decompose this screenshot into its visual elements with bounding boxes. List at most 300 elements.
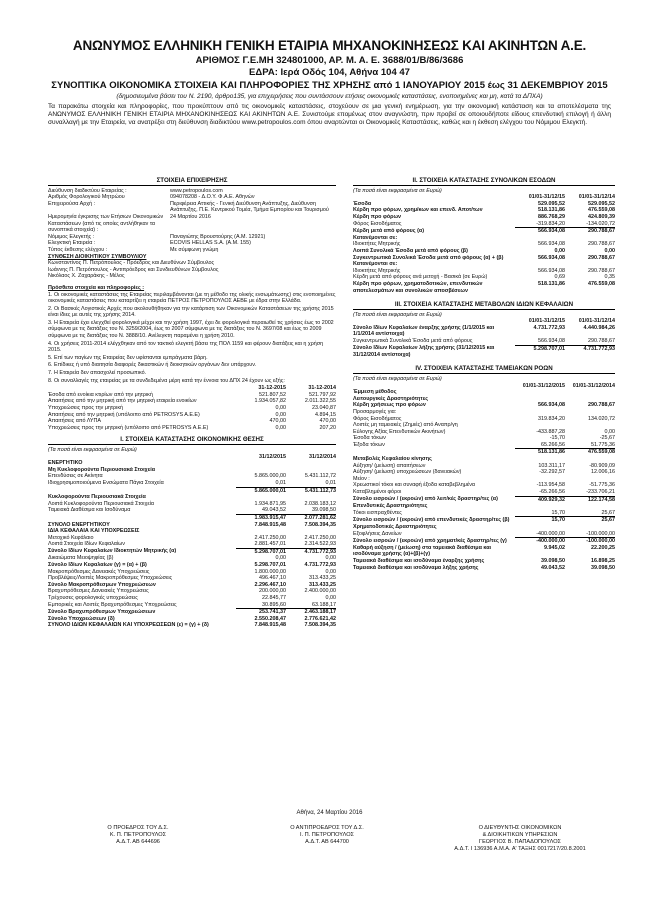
row-label: Μη Κυκλοφορούντα Περιουσιακά Στοιχεία (48, 466, 156, 473)
value-current: 2.417.250,00 (254, 534, 286, 541)
value-previous (565, 235, 615, 242)
value-previous: 0,00 (325, 568, 336, 575)
company-info-value: www.petropoulos.com (170, 187, 223, 194)
value-current: 0,69 (554, 274, 565, 281)
company-info-row (48, 194, 336, 201)
value-previous: 290.788,67 (565, 338, 615, 345)
cashflow-row (353, 396, 615, 403)
table-header-row (353, 383, 615, 390)
value-previous: 2.417.250,00 (304, 534, 336, 541)
row-label: Απαιτήσεις από την μητρική (υπόλοιπο από PETROSYS A.E.E) (48, 411, 200, 418)
value-current: 0,00 (275, 411, 286, 418)
column-header: 31/12/2015 (259, 453, 286, 460)
value-previous (565, 422, 615, 429)
balance-row (48, 595, 336, 602)
value-previous: 4.731.772,93 (583, 345, 615, 352)
cashflow-row (353, 449, 615, 456)
signature-line: Κ. Π. ΠΕΤΡΟΠΟΥΛΟΣ (109, 832, 167, 838)
signature-finance-director (420, 825, 620, 853)
cashflow-row (353, 510, 615, 517)
row-label: ΣΥΝΟΛΟ ΙΔΙΩΝ ΚΕΦΑΛΑΙΩΝ ΚΑΙ ΥΠΟΧΡΕΩΣΕΩΝ (ε) = (γ) + (δ) (48, 622, 209, 629)
balance-row (48, 602, 336, 609)
row-label: Ταμειακά Διαθέσιμα και Ισοδύναμα (48, 507, 131, 514)
value-previous: 529.095,52 (588, 200, 615, 207)
board-member: Νικόλαος Χ. Ζαχαράκης - Μέλος (48, 273, 125, 280)
value-current (515, 261, 565, 268)
board-heading: ΣΥΝΘΕΣΗ ΔΙΟΙΚΗΤΙΚΟΥ ΣΥΜΒΟΥΛΙΟΥ (48, 253, 147, 260)
value-previous: 470,00 (319, 418, 336, 425)
value-previous: 39.098,50 (286, 507, 336, 514)
header-label-cell (353, 383, 515, 390)
cashflow-row (353, 389, 615, 396)
value-current: -113.954,58 (536, 482, 565, 489)
signature-line: ΓΕΩΡΓΙΟΣ Β. ΠΑΠΑΔΟΠΟΥΛΟΣ (478, 839, 562, 845)
row-label: Κατανέμονται σε: (353, 261, 398, 268)
company-info-row (48, 201, 336, 214)
note-item: 3. Η Εταιρεία έχει ελεγχθεί φορολογικά μέχρι και την χρήση 1997, έχει δε φορολογικά περαιωθεί τις χρήσεις έως το 2002 σύμφωνα με τις διατάξεις του Ν. 3259/2004, έως το 2007 σύμφωνα με τις διατάξεις του Ν. 3697/08 και έως το 2009 σύμφωνα με τις διατάξεις του Ν. 3888/10. Ανέλεγκτη παραμένει η χρήση 2010. (48, 319, 334, 340)
row-label: Κέρδη μετά από φόρους ανά μετοχή - Βασικά (σε Ευρώ) (353, 274, 488, 281)
value-previous: 424.809,39 (588, 213, 615, 220)
balance-row (48, 514, 336, 521)
table-header-row (353, 194, 615, 201)
row-label: Έξοδα τόκων (353, 441, 385, 448)
value-current: 496.467,10 (259, 575, 286, 582)
row-label: Κέρδη μετά από φόρους (α) (353, 227, 424, 234)
value-current: -400.000,00 (515, 531, 565, 538)
row-label: Εύλογης Αξίας Επενδυτικών Ακινήτων) (353, 428, 446, 435)
value-previous: 39.098,50 (591, 564, 615, 571)
row-label: Σύνολο Υποχρεώσεων (δ) (48, 615, 115, 622)
value-current: 0,01 (236, 480, 286, 487)
row-label: Εξοφλήσεις Δανείων (353, 530, 402, 537)
value-current (515, 389, 565, 396)
value-previous: 2.776.621,42 (304, 615, 336, 622)
row-label: Χρηματοδοτικές Δραστηριότητες (353, 524, 437, 530)
row-label: Σύνολο Βραχυπρόθεσμων Υποχρεώσεων (48, 608, 156, 615)
column-header: 01/01-31/12/15 (528, 318, 565, 325)
row-label: Χρεωστικοί τόκοι και συναφή έξοδα καταβεβλημένα (353, 482, 476, 489)
notes-list (48, 292, 336, 385)
value-current: 518.131,86 (538, 207, 565, 214)
income-row (353, 228, 615, 235)
note-item: 5. Επί των παγίων της Εταιρείας δεν υφίστανται εμπράγματα βάρη. (48, 354, 208, 361)
row-label: Κέρδη προ φόρων, χρημ/κων και επενδ. Αποτ/των (353, 207, 483, 214)
value-previous: 2.011.322,55 (304, 398, 336, 405)
value-current: 49.043,52 (236, 507, 286, 514)
seat-line: ΕΔΡΑ: Ιερά Οδός 104, Αθήνα 104 47 (249, 67, 410, 78)
value-previous: 4.894,15 (315, 411, 336, 418)
signature-line: Α.Δ.Τ. ΑΒ 644700 (305, 839, 349, 845)
cashflow-row (353, 435, 615, 442)
note-item: 6. Επίδικες ή υπό διαιτησία διαφορές δικαστικών ή διοικητικών οργάνων δεν υπάρχουν. (48, 362, 257, 369)
balance-row (48, 460, 336, 467)
row-label: Έσοδα τόκων (353, 435, 386, 442)
value-current (515, 503, 565, 510)
value-previous: -100.000,00 (565, 531, 615, 538)
income-row (353, 248, 615, 255)
row-label: Σύνολο εισροών / (εκροών) από χρηματ/κές δραστηρ/τες (γ) (353, 537, 507, 544)
value-current (515, 409, 565, 416)
cashflow-table (353, 383, 615, 572)
value-previous (565, 389, 615, 396)
intro-paragraph: Τα παρακάτω στοιχεία και πληροφορίες, που προκύπτουν από τις οικονομικές καταστάσεις, στοχεύουν σε μια γενική ενημέρωση, για την οικονομική κατάσταση και τα αποτελέσματα της ΑΝΩΝΥΜΟΣ ΕΛΛΗΝΙΚΗ ΓΕΝΙΚΗ ΕΤΑΙΡΙΑ ΜΗΧΑΝΟΚΙΝΗΣΕΩΣ ΚΑΙ ΑΚΙΝΗΤΩΝ Α.Ε. Συνιστούμε επομένως στον αναγνώστη, πριν προβεί σε οποιουδήποτε είδους επενδυτική επιλογή ή άλλη συναλλαγή με την Εταιρεία, να ανατρέξει στη διεύθυνση διαδικτύου www.petropoulos.com όπου αναρτώνται οι Οικονομικές Καταστάσεις, καθώς και η έκθεση ελέγχου του Νόμιμου Ελεγκτή. (48, 103, 611, 126)
company-info-label: Ελεγκτική Εταιρεία : (48, 240, 96, 247)
income-row (353, 274, 615, 281)
value-current: 49.043,52 (541, 564, 565, 571)
value-current: 1.934.057,82 (254, 398, 286, 405)
income-row (353, 241, 615, 248)
value-previous (565, 503, 615, 510)
value-current: 2.550.208,47 (254, 615, 286, 622)
row-label: Λοιπές μη ταμειακές (Ζημιές) από Αναπρ/γη (353, 422, 458, 429)
value-previous: -51.775,36 (589, 482, 615, 489)
table-header-row (48, 385, 336, 392)
row-label: Σύνολο Ιδίων Κεφαλαίων Ιδιοκτητών Μητρικής (α) (48, 548, 177, 555)
company-info-value: Περιφέρεια Αττικής - Γενική Διεύθυνση Ανάπτυξης, Διεύθυνση Ανάπτυξης, Π.Ε. Κεντρικού Τομέα, Τμήμα Εμπορίου και Τουρισμού (170, 200, 329, 214)
cashflow-row (353, 489, 615, 496)
column-header: 01/01-31/12/2015 (522, 382, 565, 389)
cashflow-row (353, 429, 615, 436)
cashflow-row (353, 545, 615, 558)
cashflow-row (353, 524, 615, 531)
legal-note: (δημοσιευμένα βάσει του Ν. 2190, άρθρο135, για επιχειρήσεις που συντάσσουν ετήσιες οικονομικές καταστάσεις, ενοποιημένες και μη, κατά τα ΔΠΧΑ) (116, 93, 543, 100)
value-previous: -80.909,09 (589, 462, 615, 469)
balance-row (48, 548, 336, 555)
row-label: Μεταβολές Κεφαλαίου κίνησης (353, 456, 432, 463)
signature-line: Ο ΔΙΕΥΘΥΝΤΗΣ ΟΙΚΟΝΟΜΙΚΩΝ (478, 825, 562, 831)
row-label: Κατανέμονται σε: (353, 234, 398, 241)
row-label: Καταβλημένοι φόροι (353, 489, 402, 496)
value-previous: 5.431.112,73 (304, 487, 336, 494)
balance-row (48, 528, 336, 535)
value-previous: 521.797,92 (309, 391, 336, 398)
value-previous: 122.174,58 (588, 496, 615, 503)
company-info-row (48, 240, 336, 247)
income-unit-note: (Τα ποσά είναι εκφρασμένα σε Ευρώ) (353, 187, 442, 194)
cashflow-row (353, 456, 615, 463)
board-list (48, 260, 336, 280)
left-column (48, 178, 336, 629)
value-previous: 290.788,67 (588, 241, 615, 248)
value-current: 521.807,52 (259, 391, 286, 398)
row-label: Ιδιοκτήτες Μητρικής (353, 267, 401, 274)
row-label: Σύνολο Ιδίων Κεφαλαίων έναρξης χρήσης (1/1/2015 και 1/1/2014 αντίστοιχα) (353, 324, 495, 338)
value-current: 2.881.457,01 (236, 541, 286, 548)
table-header-row (48, 454, 336, 461)
value-previous: 0,00 (325, 595, 336, 602)
row-label: Έμμεση μέθοδος (353, 389, 397, 396)
table-header-row (353, 318, 615, 325)
column-header: 01/01-31/12/15 (528, 194, 565, 201)
value-previous: 63.188,17 (286, 602, 336, 609)
row-label: Έσοδα από ενοίκια κτιρίων από την μητρική (48, 391, 153, 398)
company-info-label: Επιχειρούσα Αρχή : (48, 200, 96, 207)
value-current: 30.895,60 (236, 602, 286, 609)
value-current: 7.848.915,48 (254, 622, 286, 629)
value-current: 0,00 (275, 424, 286, 431)
row-label: Τρέχουσες φορολογικές υποχρεώσεις (48, 595, 138, 602)
value-previous: 0,00 (604, 428, 615, 435)
cashflow-row (353, 442, 615, 449)
equity-unit-note: (Τα ποσά είναι εκφρασμένα σε Ευρώ) (353, 311, 442, 318)
signature-line: Ι. Π. ΠΕΤΡΟΠΟΥΛΟΣ (299, 832, 355, 838)
value-previous: 290.788,67 (588, 228, 615, 235)
value-current: 566.934,08 (538, 228, 565, 235)
row-label: Απαιτήσεις από ΛΥΠΑ (48, 418, 102, 425)
row-label: Προβλέψεις/Λοιπές Μακροπρόθεσμες Υποχρεώσεις (48, 575, 173, 582)
company-info-label: Νόμιμος Ελεγκτής : (48, 233, 95, 240)
balance-sheet-heading: I. ΣΤΟΙΧΕΙΑ ΚΑΤΑΣΤΑΣΗΣ ΟΙΚΟΝΟΜΙΚΗΣ ΘΕΣΗΣ (48, 437, 336, 445)
balance-row (48, 467, 336, 474)
row-label: Ταμειακά διαθέσιμα και ισοδύναμα λήξης χρήσης (353, 564, 479, 571)
income-row (353, 221, 615, 228)
signature-line: Ο ΑΝΤΙΠΡΟΕΔΡΟΣ ΤΟΥ Δ.Σ. (290, 825, 364, 831)
cashflow-row (353, 538, 615, 545)
cashflow-row (353, 517, 615, 524)
value-previous: 23.040,87 (312, 405, 336, 411)
company-info-label: Διεύθυνση διαδικτύου Εταιρείας : (48, 187, 127, 194)
company-info-value: 094078208 - Δ.Ο.Υ. Φ.Α.Ε. Αθηνών (170, 194, 255, 201)
value-previous: 134.020,72 (588, 415, 615, 422)
note-item: 8. Οι συναλλαγές της εταιρείας με τα συνδεδεμένα μέρη κατά την έννοια του ΔΠΧ 24 έχουν ως εξής: (48, 377, 285, 384)
value-previous (565, 524, 615, 531)
equity-row (353, 345, 615, 358)
row-label: Βραχυπρόθεσμες Δανειακές Υποχρεώσεις (48, 588, 149, 595)
value-previous: 476.559,08 (588, 449, 615, 456)
value-current: -32.292,57 (539, 469, 565, 476)
balance-row (48, 487, 336, 494)
value-current: 470,00 (269, 418, 286, 425)
value-current: 5.298.707,01 (533, 345, 565, 352)
value-current (515, 476, 565, 483)
balance-row (48, 555, 336, 562)
value-previous (565, 476, 615, 483)
column-header: 01/01-31/12/2014 (572, 382, 615, 389)
income-row (353, 207, 615, 214)
value-previous: 290.788,67 (588, 402, 615, 409)
value-previous: 0,00 (604, 247, 615, 254)
value-current: 1.983.915,47 (254, 514, 286, 521)
notes-heading: Πρόσθετα στοιχεία και πληροφορίες : (48, 284, 145, 291)
value-previous: 313.433,25 (309, 581, 336, 588)
company-title: ΑΝΩΝΥΜΟΣ ΕΛΛΗΝΙΚΗ ΓΕΝΙΚΗ ΕΤΑΙΡΙΑ ΜΗΧΑΝΟΚΙΝΗΣΕΩΣ ΚΑΙ ΑΚΙΝΗΤΩΝ Α.Ε. (72, 38, 587, 53)
equity-heading: III. ΣΤΟΙΧΕΙΑ ΚΑΤΑΣΤΑΣΗΣ ΜΕΤΑΒΟΛΩΝ ΙΔΙΩΝ ΚΕΦΑΛΑΙΩΝ (353, 302, 615, 310)
value-current: 886.768,29 (538, 213, 565, 220)
value-previous: 476.559,08 (588, 280, 615, 287)
right-column (353, 178, 615, 571)
value-current: 200.000,00 (259, 588, 286, 595)
value-current: 7.848.915,48 (254, 521, 286, 528)
company-info-label: Ημερομηνία έγκρισης των Ετήσιων Οικονομικών Καταστάσεων (από τις οποίες αντλήθηκαν τα συνοπτικά στοιχεία) : (48, 213, 164, 234)
value-current: 566.934,08 (538, 241, 565, 248)
column-header: 01/01-31/12/14 (578, 194, 615, 201)
value-previous (565, 456, 615, 463)
value-current: 253.741,37 (259, 609, 286, 616)
value-current: 518.131,86 (538, 449, 565, 456)
balance-row (48, 507, 336, 514)
row-label: Σύνολο εισροών / (εκροών) από λειτ/κές δραστηρ/τες (α) (353, 496, 498, 503)
balance-row (48, 541, 336, 548)
signature-line: Ο ΠΡΟΕΔΡΟΣ ΤΟΥ Δ.Σ. (107, 825, 169, 831)
row-label: Υποχρεώσεις προς την μητρική (υπόλοιπο από PETROSYS A.E.E) (48, 424, 209, 431)
value-previous: 2.038.183,12 (304, 500, 336, 507)
value-previous (286, 494, 336, 501)
equity-table (353, 318, 615, 358)
equity-row (353, 325, 615, 338)
row-label (353, 449, 515, 456)
value-previous: -134.020,72 (565, 221, 615, 228)
row-label (48, 487, 236, 494)
value-previous: 2.463.188,17 (304, 609, 336, 616)
row-label: Μακροπρόθεσμες Δανειακές Υποχρεώσεις (48, 568, 150, 575)
row-label: Φόρος Εισοδήματος (353, 220, 402, 227)
balance-row (48, 480, 336, 487)
cashflow-row (353, 402, 615, 409)
value-previous (286, 460, 336, 467)
value-previous: 25,67 (565, 510, 615, 517)
board-member: Κωνσταντίνος Π. Πετρόπουλος - Πρόεδρος και Διευθύνων Σύμβουλος (48, 260, 215, 267)
row-label: Φόρος Εισοδήματος (353, 415, 402, 422)
signature-chairman (48, 825, 228, 846)
value-current: 1.800.000,00 (254, 568, 286, 575)
company-info-heading: ΣΤΟΙΧΕΙΑ ΕΠΙΧΕΙΡΗΣΗΣ (48, 178, 336, 186)
value-current: -15,70 (549, 435, 565, 442)
value-previous: 7.508.394,35 (304, 521, 336, 528)
related-party-row (48, 418, 336, 425)
balance-row (48, 494, 336, 501)
value-previous (565, 261, 615, 268)
header-label-cell (353, 318, 515, 325)
row-label: Δικαιώματα Μειοψηφίας (β) (48, 555, 114, 562)
value-current: 0,00 (554, 247, 565, 254)
value-current: 529.095,52 (538, 200, 565, 207)
value-current: 4.731.772,93 (533, 324, 565, 331)
value-current: -400.000,00 (536, 538, 565, 545)
balance-row (48, 575, 336, 582)
value-previous: -25,67 (599, 435, 615, 442)
row-label: Αύξηση/ (μείωση) απαιτήσεων (353, 462, 426, 469)
value-current: 5.865.000,00 (254, 473, 286, 480)
value-current: 5.298.707,01 (254, 562, 286, 569)
value-current (236, 467, 286, 474)
income-table (353, 194, 615, 294)
value-previous: -100.000,00 (586, 538, 615, 545)
company-info-label: Αριθμός Φορολογικού Μητρώου (48, 194, 125, 201)
value-current (236, 494, 286, 501)
value-previous: 12.006,16 (591, 469, 615, 476)
row-label: Λειτουργικές Δραστηριότητες (353, 395, 429, 402)
board-member: Ιωάννης Π. Πετρόπουλος - Αντιπρόεδρος και Συνδιευθύνων Σύμβουλος (48, 266, 219, 273)
note-item: 1. Οι οικονομικές καταστάσεις της Εταιρείας περιλαμβάνονται (με τη μέθοδο της ολικής ενσωμάτωσης) στις ενοποιημένες οικονομικές καταστάσεις που καταρτίζει η εταιρεία ΠΕΤΡΟΣ ΠΕΤΡΟΠΟΥΛΟΣ ΑΕΒΕ με έδρα στην Ελλάδα. (48, 291, 336, 305)
value-current: 0,00 (275, 555, 286, 562)
row-label: Υποχρεώσεις προς την μητρική (48, 405, 124, 411)
column-header: 01/01-31/12/14 (578, 318, 615, 325)
row-label: Κυκλοφορούντα Περιουσιακά Στοιχεία (48, 494, 146, 501)
row-label: Συγκεντρωτικά Συνολικά Έσοδα μετά από φόρους (353, 338, 473, 345)
row-label (48, 514, 236, 521)
balance-row (48, 616, 336, 623)
value-current: 15,70 (515, 510, 565, 517)
row-label: Σύνολο Ιδίων Κεφαλαίων (γ) = (α) + (β) (48, 562, 147, 569)
company-info-value: Με σύμφωνη γνώμη (170, 246, 219, 253)
cashflow-row (353, 503, 615, 510)
value-current: 39.098,50 (541, 557, 565, 564)
value-previous: 4.440.984,26 (583, 324, 615, 331)
value-current: 2.296.467,10 (254, 581, 286, 588)
value-previous: -233.706,21 (565, 489, 615, 496)
related-party-row (48, 425, 336, 432)
row-label: Λοιπά Στοιχεία Ιδίων Κεφαλαίων (48, 541, 125, 548)
row-label: Επενδύσεις σε Ακίνητα (48, 473, 103, 480)
value-current: 5.298.707,01 (254, 548, 286, 555)
cashflow-row (353, 469, 615, 476)
column-header: 31-12-2014 (308, 385, 336, 392)
row-label: Ταμειακά διαθέσιμα και ισοδύναμα έναρξης χρήσης (353, 557, 485, 564)
header-label-cell (48, 454, 236, 461)
value-current (515, 422, 565, 429)
row-label: ΕΝΕΡΓΗΤΙΚΟ (48, 460, 83, 467)
related-party-row (48, 398, 336, 405)
row-label: Κέρδη προ φόρων, χρηματοδοτικών, επενδυτικών αποτελεσμάτων και συνολικών αποσβέσεων (353, 280, 483, 294)
value-previous (565, 409, 615, 416)
value-current: 103.311,17 (538, 462, 565, 469)
row-label: Καθαρή αύξηση / (μείωση) στα ταμειακά διαθέσιμα και ισοδύναμα χρήσης (α)+(β)+(γ) (353, 544, 492, 558)
value-previous: 207,20 (319, 424, 336, 431)
balance-row (48, 473, 336, 480)
value-previous: 7.508.394,35 (304, 622, 336, 629)
value-previous: 4.731.772,93 (304, 562, 336, 569)
value-current (236, 460, 286, 467)
value-current (515, 524, 565, 531)
signing-date: Αθήνα, 24 Μαρτίου 2016 (296, 810, 363, 816)
value-current: 1.934.871,95 (254, 500, 286, 507)
cashflow-row (353, 463, 615, 470)
value-previous: 290.788,67 (588, 254, 615, 261)
value-current: 409.929,32 (538, 496, 565, 503)
row-label: Μείον : (353, 475, 370, 482)
value-previous: 476.559,08 (588, 207, 615, 214)
row-label: Μετοχικό Κεφάλαιο (48, 534, 94, 541)
value-previous: 2.400.000,00 (304, 588, 336, 595)
company-info-value: ECOVIS HELLAS S.A. (A.M. 155) (170, 240, 251, 247)
value-current: -433.887,28 (536, 428, 565, 435)
balance-unit-note: (Τα ποσά είναι εκφρασμένα σε Ευρώ) (48, 446, 137, 453)
row-label: ΣΥΝΟΛΟ ΕΝΕΡΓΗΤΙΚΟΥ (48, 521, 110, 528)
company-info-row (48, 214, 336, 234)
value-previous: 16.898,25 (591, 557, 615, 564)
value-current: -319.834,20 (515, 221, 565, 228)
cashflow-row (353, 565, 615, 572)
cashflow-row (353, 496, 615, 503)
related-parties-table (48, 385, 336, 431)
cashflow-row (353, 409, 615, 416)
row-label: Κέρδη χρήσεως προ φόρων (353, 402, 426, 409)
equity-row (353, 338, 615, 345)
value-current: 15,70 (551, 517, 565, 524)
value-previous: 2.077.281,62 (304, 514, 336, 521)
company-info-value: Παναγιώτης Βρουστούρης (Α.Μ. 12921) (170, 233, 266, 240)
header-label-cell (353, 194, 515, 201)
related-party-row (48, 405, 336, 412)
value-previous: 4.731.772,93 (304, 548, 336, 555)
note-item: 7. Η Εταιρεία δεν απασχολεί προσωπικό. (48, 370, 147, 377)
row-label: Εμπορικές και Λοιπές Βραχυπρόθεσμες Υποχρεώσεις (48, 601, 177, 608)
value-current: -65.266,56 (515, 489, 565, 496)
column-header: 31-12-2015 (258, 385, 286, 392)
value-previous (565, 396, 615, 403)
value-previous: 0,01 (286, 480, 336, 487)
balance-sheet-table (48, 454, 336, 629)
